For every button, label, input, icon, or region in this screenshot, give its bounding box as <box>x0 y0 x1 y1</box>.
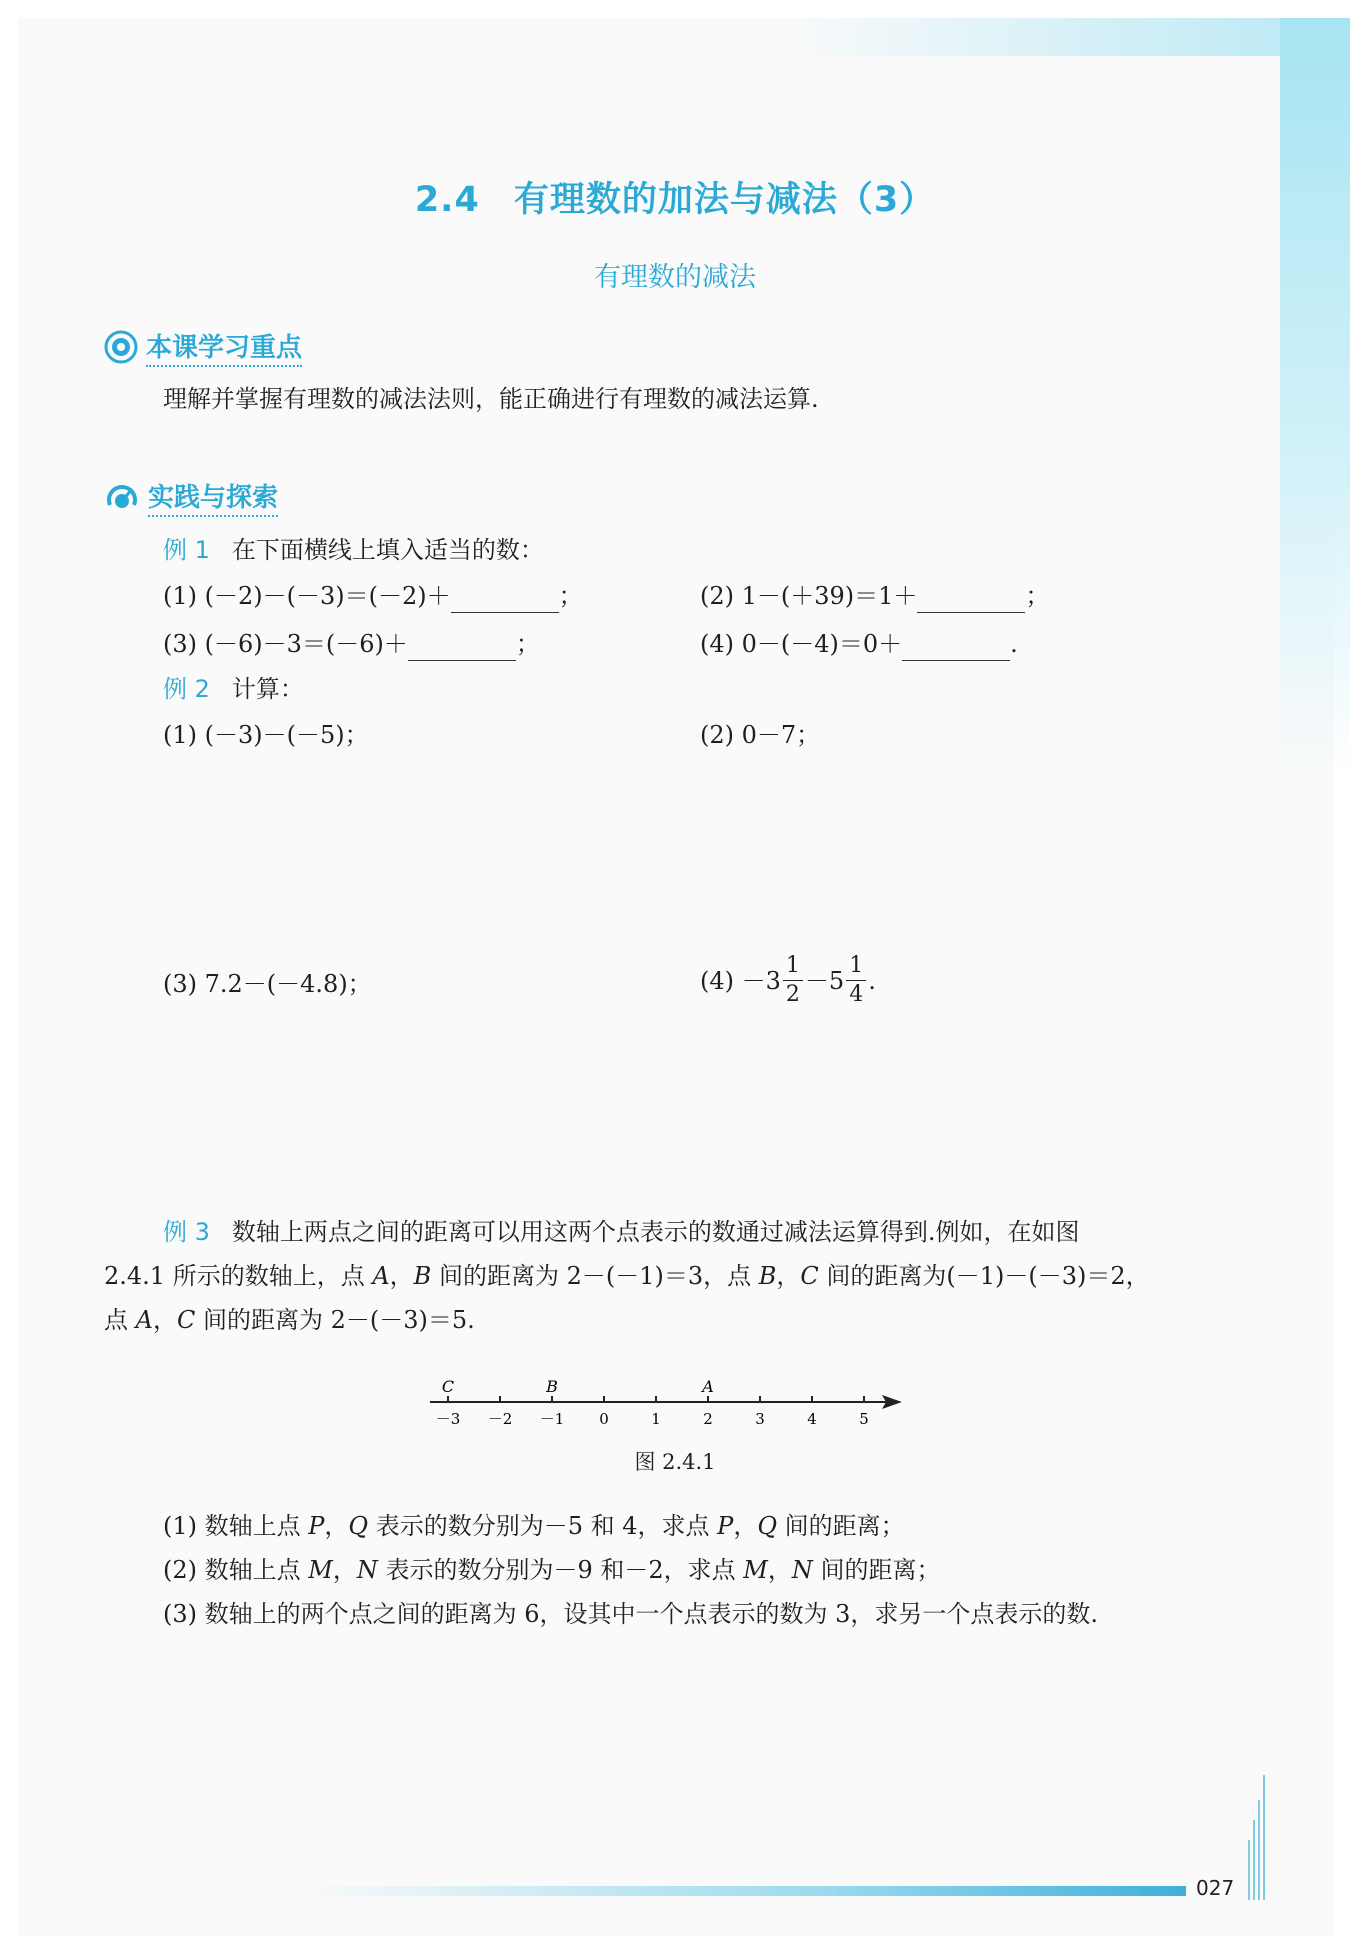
text-span: 点 <box>104 1306 136 1334</box>
example2-label: 例 2 <box>163 675 210 703</box>
point-m: M <box>743 1556 768 1584</box>
text-span: 间的距离为 2－(－1)＝3，点 <box>431 1262 759 1290</box>
point-b: B <box>758 1262 777 1290</box>
tick-label: 1 <box>651 1410 661 1428</box>
point-b: B <box>413 1262 432 1290</box>
tick-label: 3 <box>755 1410 765 1428</box>
text-span: ， <box>152 1306 177 1334</box>
example3-line-1-text: 数轴上两点之间的距离可以用这两个点表示的数通过减法运算得到.例如，在如图 <box>231 1218 1080 1246</box>
focus-heading-label: 本课学习重点 <box>146 327 302 367</box>
focus-text: 理解并掌握有理数的减法法则，能正确进行有理数的减法运算. <box>163 385 819 413</box>
point-label-group <box>442 1377 714 1396</box>
footer-bar <box>300 1886 1186 1896</box>
example3-line-3 <box>104 1298 1234 1342</box>
example1-item-3-text: (3) (－6)－3＝(－6)＋ <box>163 630 408 658</box>
tick-label: 4 <box>807 1410 817 1428</box>
example3-line-2 <box>104 1254 1234 1298</box>
text-span: (2) 数轴上点 <box>163 1556 309 1584</box>
number-line-figure <box>420 1370 910 1440</box>
fraction <box>846 955 866 1006</box>
decorative-line <box>1258 1800 1260 1900</box>
example1-item-4 <box>700 632 1018 661</box>
text-span: ， <box>389 1262 414 1290</box>
page-subtitle: 有理数的减法 <box>594 262 756 293</box>
fraction-numerator: 1 <box>783 955 803 981</box>
figure-caption: 图 2.4.1 <box>634 1450 716 1474</box>
question-2 <box>163 1558 941 1582</box>
example3-label: 例 3 <box>163 1218 210 1246</box>
example2-item-4 <box>700 955 876 1006</box>
example2-item-1: (1) (－3)－(－5)； <box>163 721 369 749</box>
tick-label: －2 <box>487 1410 513 1428</box>
example2-item-2: (2) 0－7； <box>700 721 821 749</box>
text-span: ， <box>324 1512 349 1540</box>
tick-label: －3 <box>435 1410 461 1428</box>
section-number: 2.4 <box>414 180 480 220</box>
section-title: 有理数的加法与减法（3） <box>513 180 936 220</box>
text-span: 间的距离； <box>812 1556 941 1584</box>
target-icon <box>104 330 138 364</box>
practice-heading <box>104 477 278 517</box>
point-c: C <box>800 1262 819 1290</box>
text-span: 间的距离为(－1)－(－3)＝2， <box>818 1262 1150 1290</box>
text-span: ， <box>767 1556 792 1584</box>
question-1 <box>163 1514 905 1538</box>
example1-item-4-end: . <box>1010 630 1018 658</box>
practice-heading-label: 实践与探索 <box>148 477 278 517</box>
tick-label: 0 <box>599 1410 609 1428</box>
example1-item-2 <box>700 584 1049 613</box>
point-n: N <box>356 1556 378 1584</box>
decorative-line <box>1263 1775 1265 1900</box>
compass-icon <box>104 479 140 515</box>
page-number: 027 <box>1196 1876 1235 1900</box>
point-p: P <box>717 1512 734 1540</box>
tick-group <box>436 1396 869 1428</box>
text-span: ， <box>776 1262 801 1290</box>
text-span: 间的距离为 2－(－3)＝5. <box>195 1306 475 1334</box>
decorative-vertical-lines <box>1248 1775 1272 1900</box>
text-span: 间的距离； <box>777 1512 905 1540</box>
example1-label: 例 1 <box>163 536 210 564</box>
answer-blank[interactable] <box>451 588 559 613</box>
answer-blank[interactable] <box>408 636 516 661</box>
point-c: C <box>176 1306 196 1334</box>
example3-line-1 <box>104 1210 1234 1254</box>
answer-blank[interactable] <box>917 588 1025 613</box>
decorative-corner-band <box>1280 18 1350 778</box>
question-3: (3) 数轴上的两个点之间的距离为 6，设其中一个点表示的数为 3，求另一个点表示的数. <box>163 1600 1099 1628</box>
tick-label: 5 <box>859 1410 869 1428</box>
example2-item-4-part-b: －5 <box>804 966 845 995</box>
example2-header <box>163 677 304 701</box>
decorative-line <box>1248 1840 1250 1900</box>
point-label-a: A <box>702 1377 714 1396</box>
point-p: P <box>308 1512 325 1540</box>
text-span: ， <box>332 1556 357 1584</box>
focus-heading <box>104 327 302 367</box>
fraction-denominator: 2 <box>785 982 800 1007</box>
point-a: A <box>372 1262 390 1290</box>
example1-item-1-text: (1) (－2)－(－3)＝(－2)＋ <box>163 582 451 610</box>
fraction-numerator: 1 <box>846 955 866 981</box>
example1-item-1 <box>163 584 583 613</box>
example2-item-3: (3) 7.2－(－4.8)； <box>163 970 372 998</box>
page-title <box>0 172 1350 222</box>
text-span: 表示的数分别为－9 和－2，求点 <box>377 1556 744 1584</box>
decorative-top-band <box>780 18 1280 56</box>
example2-item-4-part-c: . <box>868 966 876 995</box>
text-span: 表示的数分别为－5 和 4，求点 <box>368 1512 718 1540</box>
text-span: ， <box>733 1512 758 1540</box>
point-q: Q <box>348 1512 369 1540</box>
example1-item-2-end: ； <box>1025 582 1050 610</box>
example1-item-4-text: (4) 0－(－4)＝0＋ <box>700 630 903 658</box>
example1-item-3 <box>163 632 540 661</box>
point-a: A <box>135 1306 153 1334</box>
answer-blank[interactable] <box>902 636 1010 661</box>
point-label-b: B <box>546 1377 558 1396</box>
tick-label: 2 <box>703 1410 713 1428</box>
example1-header <box>163 538 544 562</box>
text-span: (1) 数轴上点 <box>163 1512 309 1540</box>
example1-item-1-end: ； <box>558 582 583 610</box>
text-span: 2.4.1 所示的数轴上，点 <box>104 1262 373 1290</box>
decorative-line <box>1253 1820 1255 1900</box>
example2-prompt: 计算： <box>231 675 304 703</box>
example1-item-3-end: ； <box>515 630 540 658</box>
point-q: Q <box>757 1512 778 1540</box>
point-label-c: C <box>441 1377 455 1396</box>
point-n: N <box>791 1556 813 1584</box>
fraction <box>783 955 803 1006</box>
point-m: M <box>308 1556 333 1584</box>
example2-item-4-part-a: (4) －3 <box>700 966 781 995</box>
example1-prompt: 在下面横线上填入适当的数： <box>231 536 544 564</box>
fraction-denominator: 4 <box>849 982 864 1007</box>
example3-paragraph <box>104 1210 1234 1342</box>
example1-item-2-text: (2) 1－(＋39)＝1＋ <box>700 582 918 610</box>
tick-label: －1 <box>539 1410 565 1428</box>
